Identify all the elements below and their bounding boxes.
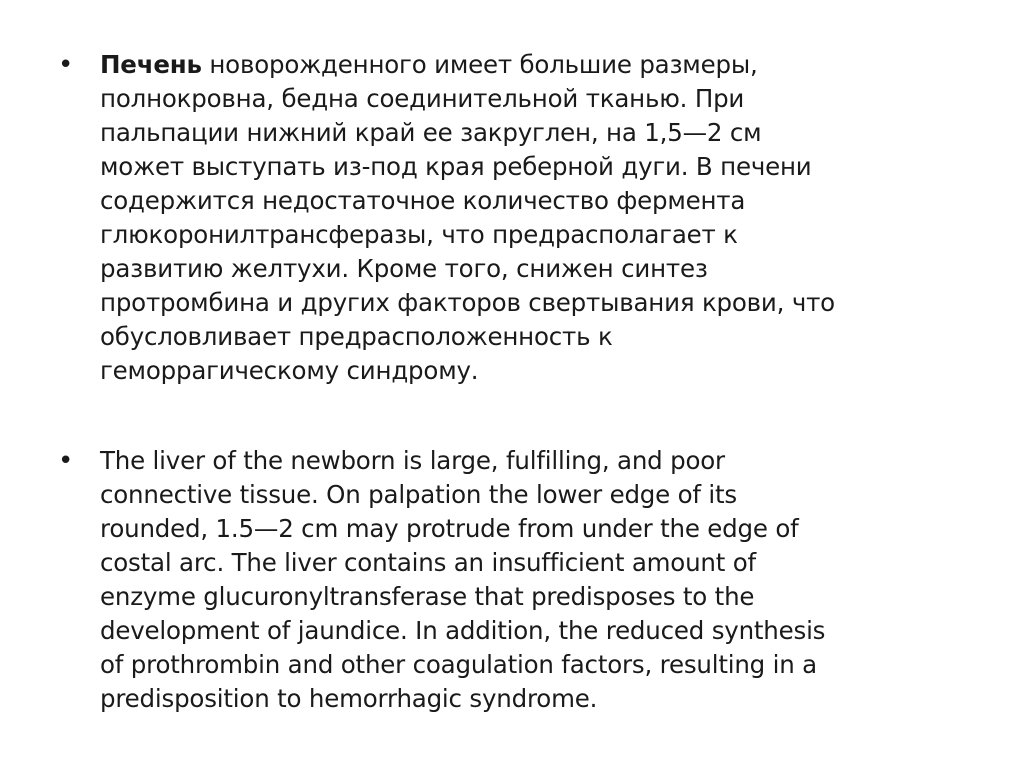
text-line: геморрагическому синдрому. [100, 356, 479, 385]
text-line: predisposition to hemorrhagic syndrome. [100, 684, 598, 713]
text-line: протромбина и других факторов свертывания крови, что [100, 288, 835, 317]
text-line: enzyme glucuronyltransferase that predisposes to the [100, 582, 755, 611]
bullet-marker: • [58, 446, 74, 476]
text-line: полнокровна, бедна соединительной тканью. При [100, 84, 745, 113]
bullet-text-ru [100, 48, 978, 388]
text-line: глюкоронилтрансферазы, что предрасполагает к [100, 220, 738, 249]
text-line: costal arc. The liver contains an insufficient amount of [100, 548, 756, 577]
text-line: rounded, 1.5—2 cm may protrude from under the edge of [100, 514, 799, 543]
bullet-marker: • [58, 50, 74, 80]
text-line: of prothrombin and other coagulation factors, resulting in a [100, 650, 817, 679]
text-line: The liver of the newborn is large, fulfilling, and poor [100, 446, 725, 475]
bullet-en [58, 444, 978, 716]
text-line: может выступать из-под края реберной дуги. В печени [100, 152, 812, 181]
bullet-text-en [100, 444, 978, 716]
text-line-part: новорожденного имеет большие размеры, [201, 50, 758, 79]
bold-lead-word: Печень [100, 50, 202, 79]
text-line: development of jaundice. In addition, the reduced synthesis [100, 616, 826, 645]
text-line: обусловливает предрасположенность к [100, 322, 613, 351]
bullet-ru [58, 48, 978, 388]
text-line: развитию желтухи. Кроме того, снижен синтез [100, 254, 708, 283]
text-line: пальпации нижний край ее закруглен, на 1,5—2 см [100, 118, 762, 147]
text-line [100, 48, 978, 82]
text-line: connective tissue. On palpation the lower edge of its [100, 480, 737, 509]
text-line: содержится недостаточное количество фермента [100, 186, 746, 215]
